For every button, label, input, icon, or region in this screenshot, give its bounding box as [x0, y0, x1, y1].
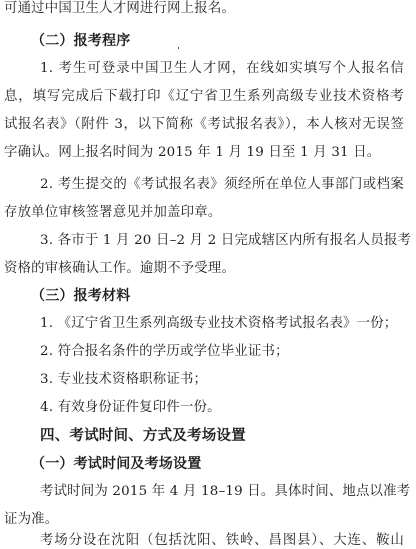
section-heading-exam-time: 四、考试时间、方式及考场设置: [40, 428, 246, 444]
paragraph-line: 试报名表》（附件 3，以下简称《考试报名表》），本人核对无误签: [4, 117, 404, 132]
paragraph-line: 考试时间为 2015 年 4 月 18–19 日。具体时间、地点以准考: [40, 484, 411, 499]
list-item: 2. 符合报名条件的学历或学位毕业证书；: [40, 344, 289, 359]
paragraph-line: 证为准。: [4, 512, 59, 527]
paragraph-line: 1. 考生可登录中国卫生人才网，在线如实填写个人报名信: [40, 61, 404, 76]
list-item: 3. 专业技术资格职称证书；: [40, 372, 208, 387]
paragraph-line: 资格的审核确认工作。逾期不予受理。: [4, 261, 236, 276]
paragraph-line: 息，填写完成后下载打印《辽宁省卫生系列高级专业技术资格考: [4, 89, 404, 104]
paragraph-line: 3. 各市于 1 月 20 日–2 月 2 日完成辖区内所有报名人员报考: [40, 233, 412, 248]
paragraph-line: 2. 考生提交的《考试报名表》须经所在单位人事部门或档案: [40, 177, 404, 192]
paragraph-line: 存放单位审核签署意见并加盖印章。: [4, 205, 222, 220]
subsection-heading-exam-time-venue: （一）考试时间及考场设置: [31, 456, 202, 472]
section-heading-exam-materials: （三）报考材料: [31, 288, 131, 304]
section-heading-exam-procedure: （二）报考程序: [31, 33, 131, 49]
scan-mark: [178, 47, 179, 49]
list-item: 4. 有效身份证件复印件一份。: [40, 400, 221, 415]
paragraph-line: 考场分设在沈阳（包括沈阳、铁岭、昌图县）、大连、鞍山: [40, 533, 404, 548]
paragraph-line: 字确认。网上报名时间为 2015 年 1 月 19 日至 1 月 31 日。: [4, 145, 381, 160]
list-item: 1. 《辽宁省卫生系列高级专业技术资格考试报名表》一份；: [40, 316, 398, 331]
intro-line: 可通过中国卫生人才网进行网上报名。: [4, 1, 236, 16]
